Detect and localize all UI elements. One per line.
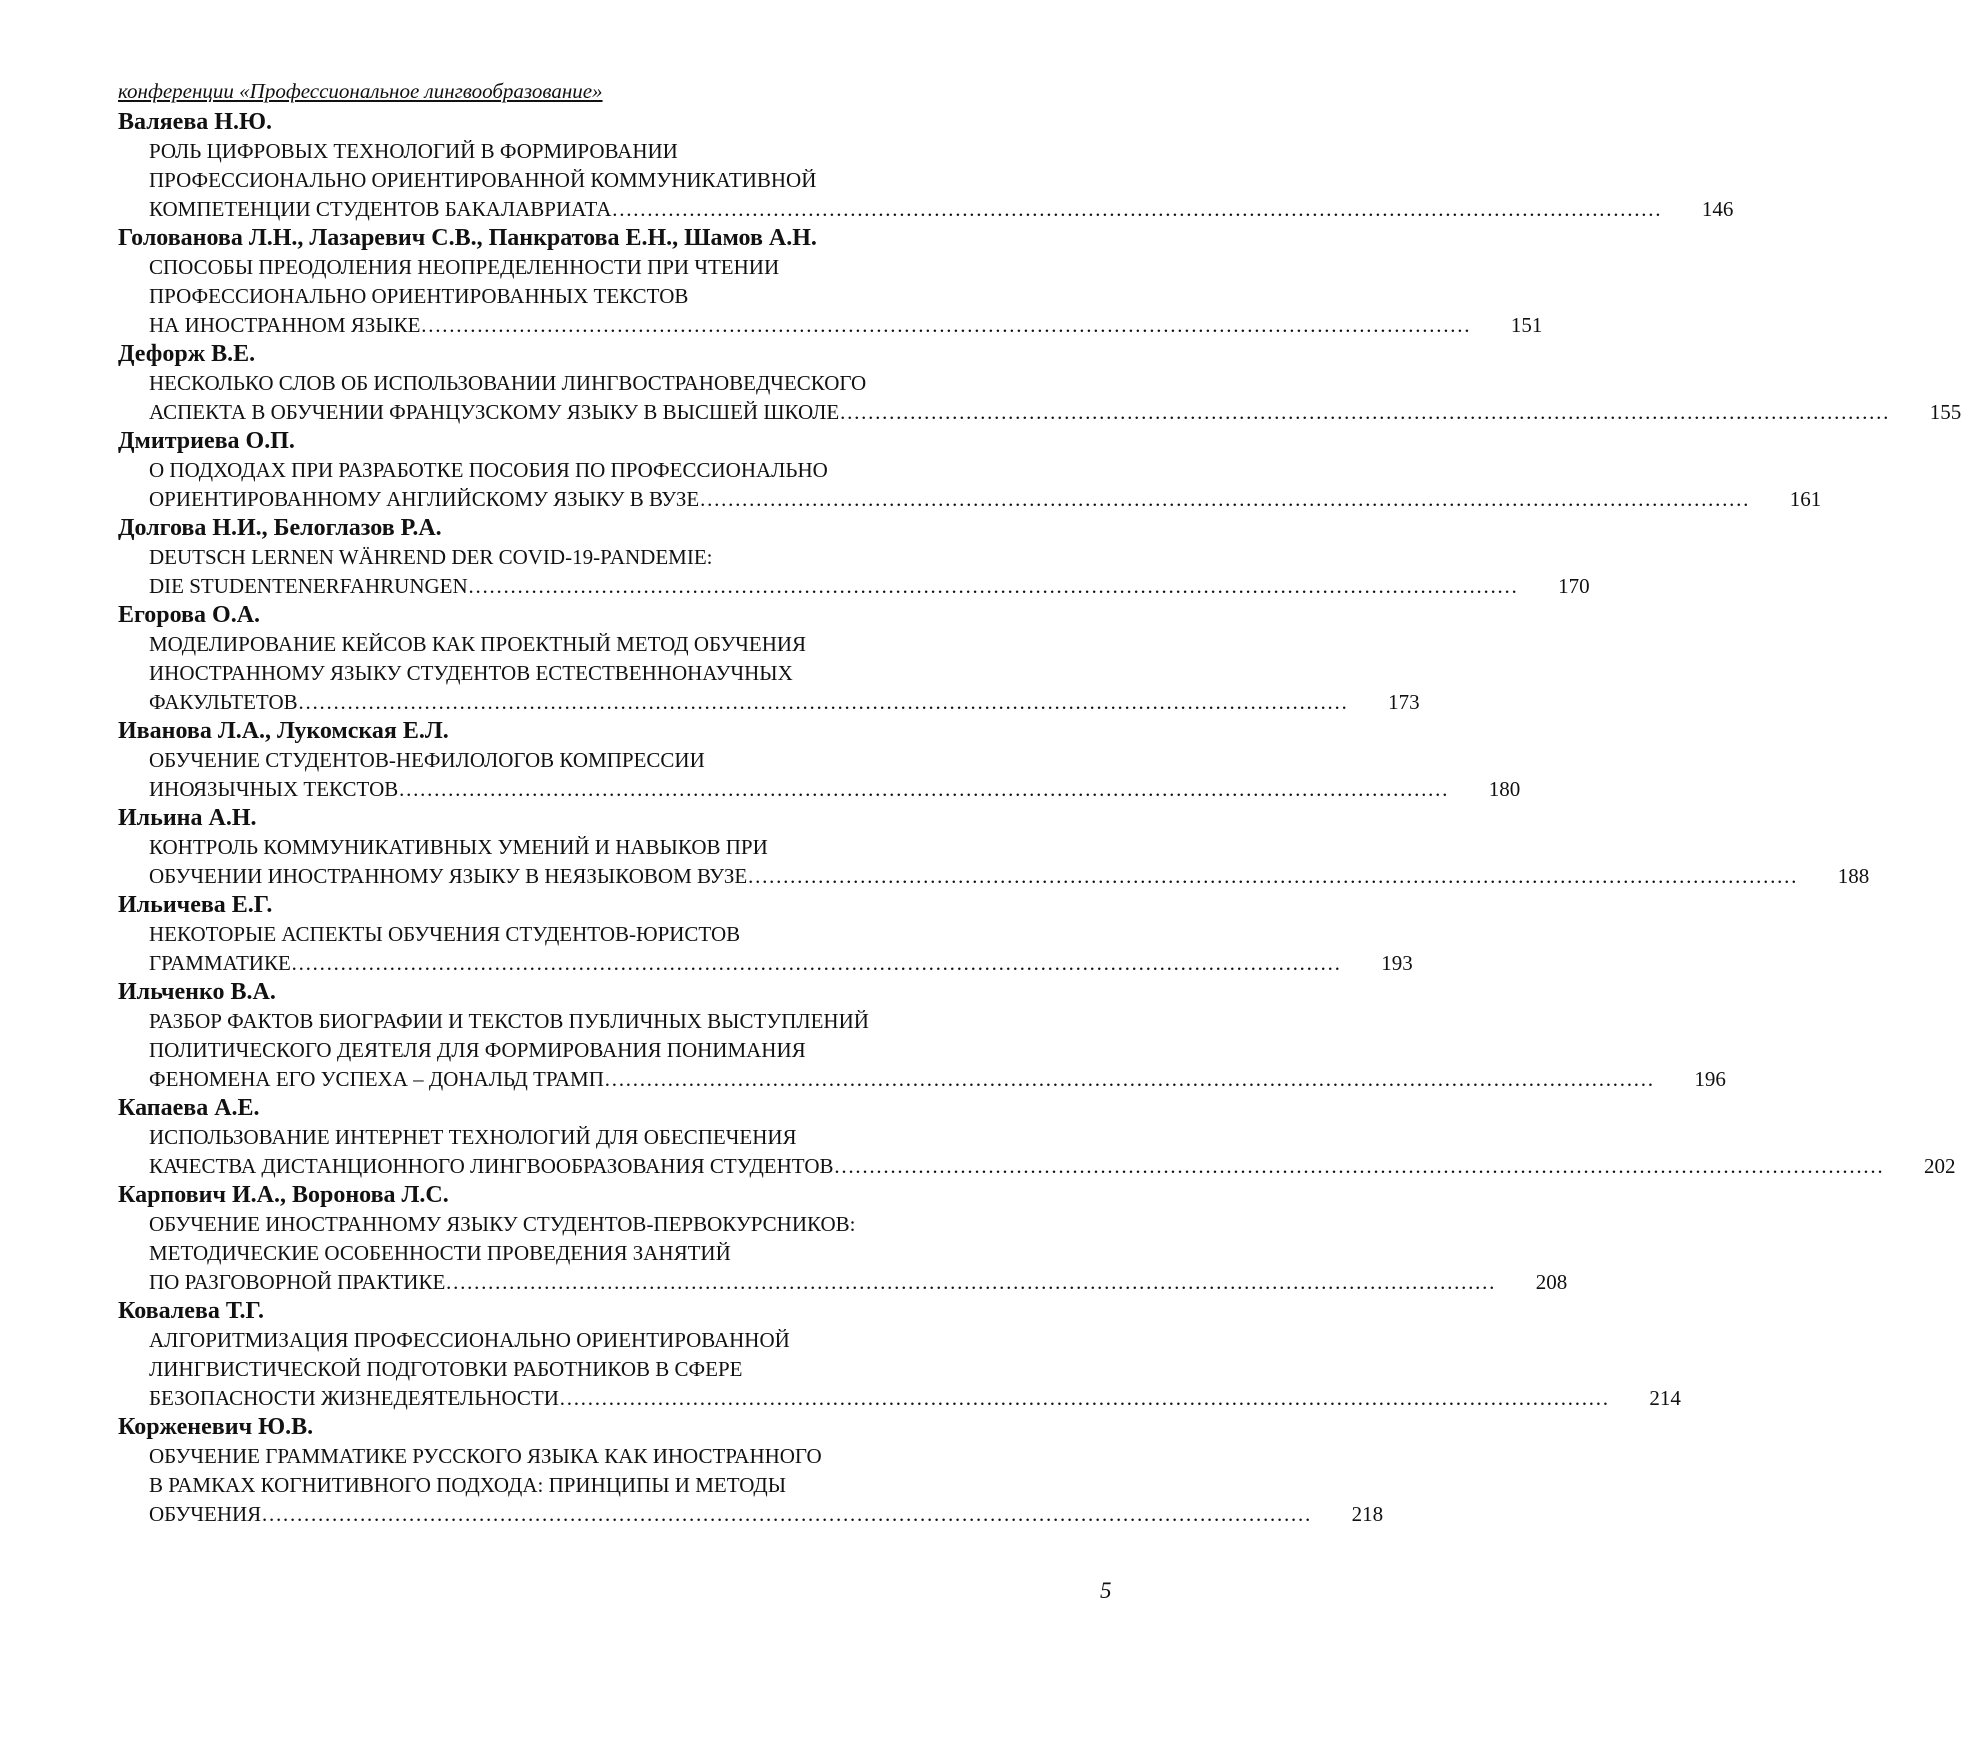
- entry-title-line: ГРАММАТИКЕ: [149, 951, 291, 975]
- entry-page-number: 214: [1649, 1386, 1681, 1410]
- dot-leader: ……………………………………………………………………………………………………………………………………: [420, 313, 1471, 337]
- entry-page-number: 180: [1488, 777, 1521, 801]
- entry-authors: Карпович И.А., Воронова Л.С.: [118, 1182, 449, 1208]
- toc-entry: [118, 978, 1726, 1094]
- entry-page-number: 188: [1837, 864, 1870, 888]
- dot-leader: ……………………………………………………………………………………………………………………………………: [261, 1502, 1312, 1526]
- entry-title-line: DEUTSCH LERNEN WÄHREND DER COVID-19-PANDEMIE:: [149, 545, 713, 569]
- dot-leader: ……………………………………………………………………………………………………………………………………: [445, 1270, 1496, 1294]
- entry-title-line: DIE STUDENTENERFAHRUNGEN: [149, 574, 468, 598]
- entry-title-line: В РАМКАХ КОГНИТИВНОГО ПОДХОДА: ПРИНЦИПЫ И МЕТОДЫ: [149, 1473, 787, 1497]
- entry-title: [118, 1326, 1681, 1413]
- toc-entry: [118, 1413, 1384, 1529]
- entry-title-last-line: [149, 688, 1420, 717]
- entry-title-line: АСПЕКТА В ОБУЧЕНИИ ФРАНЦУЗСКОМУ ЯЗЫКУ В ВЫСШЕЙ ШКОЛЕ: [149, 400, 840, 424]
- entry-title-last-line: [149, 398, 1961, 427]
- entry-title-line: МОДЕЛИРОВАНИЕ КЕЙСОВ КАК ПРОЕКТНЫЙ МЕТОД ОБУЧЕНИЯ: [149, 632, 807, 656]
- entry-authors: Ильченко В.А.: [118, 979, 276, 1005]
- entry-title-line: ПОЛИТИЧЕСКОГО ДЕЯТЕЛЯ ДЛЯ ФОРМИРОВАНИЯ ПОНИМАНИЯ: [149, 1038, 806, 1062]
- toc-entry: [118, 340, 1961, 427]
- entry-title-line: НЕСКОЛЬКО СЛОВ ОБ ИСПОЛЬЗОВАНИИ ЛИНГВОСТРАНОВЕДЧЕСКОГО: [149, 371, 867, 395]
- toc-entry: [118, 108, 1734, 224]
- entry-authors: Ильина А.Н.: [118, 805, 257, 831]
- dot-leader: ……………………………………………………………………………………………………………………………………: [290, 951, 1341, 975]
- entry-page-number: 193: [1381, 951, 1413, 975]
- entry-title: [118, 456, 1822, 514]
- entry-title-line: ИНОСТРАННОМУ ЯЗЫКУ СТУДЕНТОВ ЕСТЕСТВЕННОНАУЧНЫХ: [149, 661, 793, 685]
- toc-entry: [118, 891, 1413, 978]
- entry-title: [118, 746, 1521, 804]
- entry-page-number: 208: [1535, 1270, 1568, 1294]
- entry-page-number: 161: [1789, 487, 1822, 511]
- entry-authors: Иванова Л.А., Лукомская Е.Л.: [118, 718, 449, 744]
- entry-title-last-line: [149, 311, 1543, 340]
- toc-entry: [118, 1181, 1568, 1297]
- entry-page-number: 155: [1929, 400, 1961, 424]
- entry-authors: Дмитриева О.П.: [118, 428, 295, 454]
- entry-title-line: ПРОФЕССИОНАЛЬНО ОРИЕНТИРОВАННЫХ ТЕКСТОВ: [149, 284, 689, 308]
- dot-leader: ……………………………………………………………………………………………………………………………………: [839, 400, 1890, 424]
- dot-leader: ……………………………………………………………………………………………………………………………………: [833, 1154, 1884, 1178]
- entry-title-line: АЛГОРИТМИЗАЦИЯ ПРОФЕССИОНАЛЬНО ОРИЕНТИРОВАННОЙ: [149, 1328, 790, 1352]
- entry-page-number: 173: [1388, 690, 1420, 714]
- entry-title-last-line: [149, 485, 1822, 514]
- entry-title-line: КАЧЕСТВА ДИСТАНЦИОННОГО ЛИНГВООБРАЗОВАНИЯ СТУДЕНТОВ: [149, 1154, 834, 1178]
- entry-authors: Егорова О.А.: [118, 602, 261, 628]
- entry-title-last-line: [149, 572, 1590, 601]
- toc-entry: [118, 427, 1822, 514]
- entry-title-line: ИНОЯЗЫЧНЫХ ТЕКСТОВ: [149, 777, 399, 801]
- entry-title-line: ОБУЧЕНИЕ СТУДЕНТОВ-НЕФИЛОЛОГОВ КОМПРЕССИИ: [149, 748, 705, 772]
- entry-title-line: О ПОДХОДАХ ПРИ РАЗРАБОТКЕ ПОСОБИЯ ПО ПРОФЕССИОНАЛЬНО: [149, 458, 828, 482]
- entry-page-number: 170: [1558, 574, 1590, 598]
- entry-title-line: ОБУЧЕНИЯ: [149, 1502, 262, 1526]
- entry-title-last-line: [149, 195, 1734, 224]
- entry-title-line: ОБУЧЕНИЕ ИНОСТРАННОМУ ЯЗЫКУ СТУДЕНТОВ-ПЕРВОКУРСНИКОВ:: [149, 1212, 856, 1236]
- entry-title: [118, 253, 1543, 340]
- entry-title-line: ОБУЧЕНИЕ ГРАММАТИКЕ РУССКОГО ЯЗЫКА КАК ИНОСТРАННОГО: [149, 1444, 822, 1468]
- entry-title-last-line: [149, 1268, 1568, 1297]
- entry-title-line: ПРОФЕССИОНАЛЬНО ОРИЕНТИРОВАННОЙ КОММУНИКАТИВНОЙ: [149, 168, 817, 192]
- toc-entry: [118, 804, 1870, 891]
- entry-title-last-line: [149, 862, 1870, 891]
- entry-title-last-line: [149, 1384, 1681, 1413]
- entry-title-line: БЕЗОПАСНОСТИ ЖИЗНЕДЕЯТЕЛЬНОСТИ: [149, 1386, 559, 1410]
- dot-leader: ……………………………………………………………………………………………………………………………………: [747, 864, 1798, 888]
- dot-leader: ……………………………………………………………………………………………………………………………………: [611, 197, 1662, 221]
- entry-authors: Капаева А.Е.: [118, 1095, 260, 1121]
- entry-page-number: 146: [1701, 197, 1734, 221]
- entry-title: [118, 1442, 1384, 1529]
- dot-leader: ……………………………………………………………………………………………………………………………………: [467, 574, 1518, 598]
- entry-title: [118, 920, 1413, 978]
- entry-title: [118, 543, 1590, 601]
- dot-leader: ……………………………………………………………………………………………………………………………………: [297, 690, 1348, 714]
- entry-title-line: МЕТОДИЧЕСКИЕ ОСОБЕННОСТИ ПРОВЕДЕНИЯ ЗАНЯТИЙ: [149, 1241, 731, 1265]
- entry-title: [118, 1123, 1956, 1181]
- page-number: 5: [1100, 1578, 1112, 1603]
- entry-page-number: 218: [1351, 1502, 1384, 1526]
- toc-entry: [118, 514, 1590, 601]
- toc-entry: [118, 224, 1543, 340]
- toc-entry: [118, 1297, 1681, 1413]
- running-header: конференции «Профессиональное лингвообразование»: [118, 79, 603, 103]
- entry-page-number: 202: [1924, 1154, 1956, 1178]
- entry-authors: Дефорж В.Е.: [118, 341, 256, 367]
- entry-authors: Корженевич Ю.В.: [118, 1414, 314, 1440]
- entry-title-last-line: [149, 949, 1413, 978]
- entry-title-line: КОМПЕТЕНЦИИ СТУДЕНТОВ БАКАЛАВРИАТА: [149, 197, 612, 221]
- entry-page-number: 196: [1694, 1067, 1726, 1091]
- entry-authors: Долгова Н.И., Белоглазов Р.А.: [118, 515, 442, 541]
- entry-authors: Ковалева Т.Г.: [118, 1298, 265, 1324]
- entry-title-line: ОБУЧЕНИИ ИНОСТРАННОМУ ЯЗЫКУ В НЕЯЗЫКОВОМ ВУЗЕ: [149, 864, 748, 888]
- toc-entry: [118, 1094, 1956, 1181]
- entry-title-line: НА ИНОСТРАННОМ ЯЗЫКЕ: [149, 313, 421, 337]
- entry-title-line: ИСПОЛЬЗОВАНИЕ ИНТЕРНЕТ ТЕХНОЛОГИЙ ДЛЯ ОБЕСПЕЧЕНИЯ: [149, 1125, 797, 1149]
- entry-title-line: ЛИНГВИСТИЧЕСКОЙ ПОДГОТОВКИ РАБОТНИКОВ В СФЕРЕ: [149, 1357, 743, 1381]
- table-of-contents: [118, 108, 1961, 1529]
- entry-page-number: 151: [1510, 313, 1543, 337]
- toc-entry: [118, 717, 1521, 804]
- dot-leader: ……………………………………………………………………………………………………………………………………: [699, 487, 1750, 511]
- entry-title-line: РОЛЬ ЦИФРОВЫХ ТЕХНОЛОГИЙ В ФОРМИРОВАНИИ: [149, 139, 678, 163]
- entry-title: [118, 1007, 1726, 1094]
- entry-title: [118, 369, 1961, 427]
- entry-title-line: НЕКОТОРЫЕ АСПЕКТЫ ОБУЧЕНИЯ СТУДЕНТОВ-ЮРИСТОВ: [149, 922, 741, 946]
- entry-title-last-line: [149, 1152, 1956, 1181]
- entry-title: [118, 630, 1420, 717]
- dot-leader: ……………………………………………………………………………………………………………………………………: [398, 777, 1449, 801]
- entry-title: [118, 137, 1734, 224]
- entry-authors: Голованова Л.Н., Лазаревич С.В., Панкратова Е.Н., Шамов А.Н.: [118, 225, 817, 251]
- entry-title-line: СПОСОБЫ ПРЕОДОЛЕНИЯ НЕОПРЕДЕЛЕННОСТИ ПРИ ЧТЕНИИ: [149, 255, 780, 279]
- entry-title-line: ФЕНОМЕНА ЕГО УСПЕХА – ДОНАЛЬД ТРАМП: [149, 1067, 604, 1091]
- toc-entry: [118, 601, 1420, 717]
- entry-title-line: ПО РАЗГОВОРНОЙ ПРАКТИКЕ: [149, 1270, 446, 1294]
- entry-authors: Ильичева Е.Г.: [118, 892, 273, 918]
- entry-title-line: РАЗБОР ФАКТОВ БИОГРАФИИ И ТЕКСТОВ ПУБЛИЧНЫХ ВЫСТУПЛЕНИЙ: [149, 1009, 869, 1033]
- entry-title-line: КОНТРОЛЬ КОММУНИКАТИВНЫХ УМЕНИЙ И НАВЫКОВ ПРИ: [149, 835, 768, 859]
- entry-title: [118, 833, 1870, 891]
- entry-title-line: ФАКУЛЬТЕТОВ: [149, 690, 298, 714]
- toc-page: [118, 78, 1961, 1529]
- entry-title-last-line: [149, 775, 1521, 804]
- entry-title-line: ОРИЕНТИРОВАННОМУ АНГЛИЙСКОМУ ЯЗЫКУ В ВУЗЕ: [149, 487, 700, 511]
- entry-title-last-line: [149, 1500, 1384, 1529]
- entry-title-last-line: [149, 1065, 1726, 1094]
- entry-authors: Валяева Н.Ю.: [118, 109, 272, 135]
- dot-leader: ……………………………………………………………………………………………………………………………………: [558, 1386, 1609, 1410]
- entry-title: [118, 1210, 1568, 1297]
- dot-leader: ……………………………………………………………………………………………………………………………………: [603, 1067, 1654, 1091]
